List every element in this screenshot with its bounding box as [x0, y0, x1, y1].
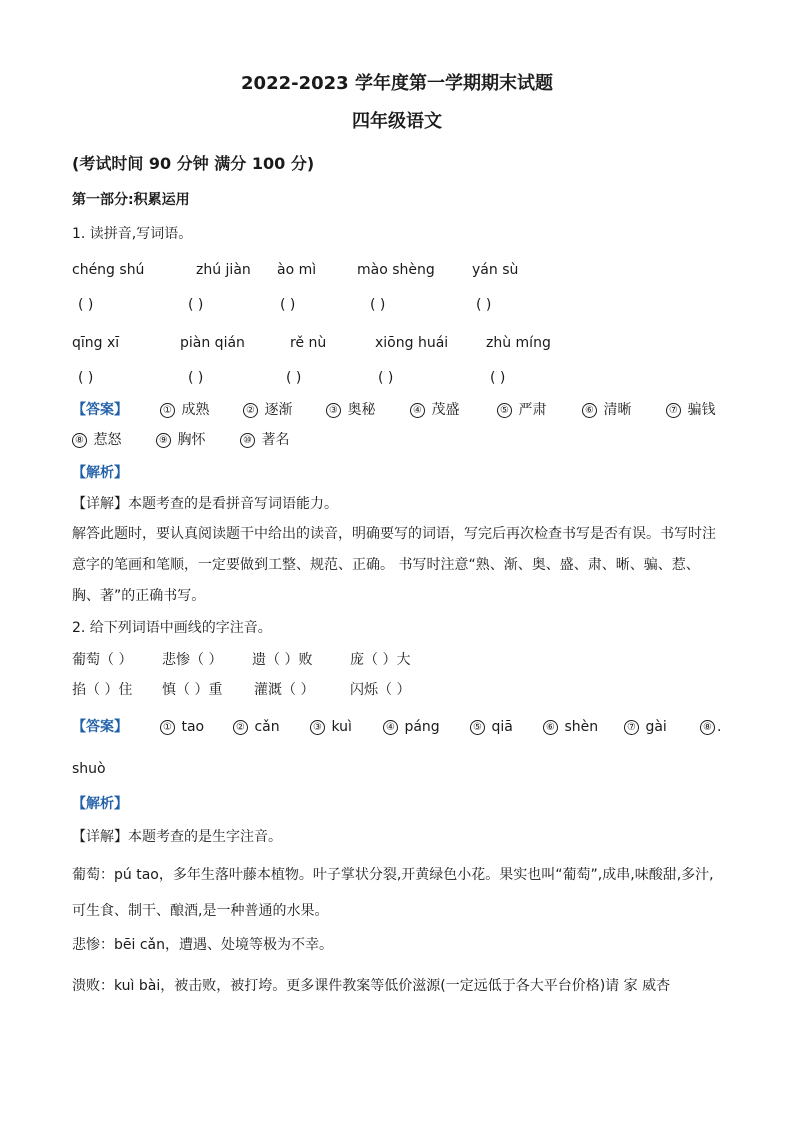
answer-item: ① 成熟	[160, 400, 209, 420]
word-item: 慎（ ）重	[162, 682, 223, 698]
explanation-paragraph: 悲惨：bēi cǎn，遭遇、处境等极为不幸。	[72, 937, 333, 953]
answer-blank: ( )	[490, 370, 506, 386]
part-title: 第一部分:积累运用	[72, 192, 190, 208]
answer-item: ⑩ 著名	[240, 430, 289, 450]
pinyin-item: qīng xī	[72, 335, 120, 351]
answer-blank: ( )	[78, 297, 94, 313]
answer-blank: ( )	[188, 370, 204, 386]
document-title: 2022-2023 学年度第一学期期末试题	[241, 73, 553, 94]
answer-item: ⑤ qiā	[470, 717, 513, 737]
word-item: 闪烁（ ）	[350, 682, 411, 698]
answer-item: ⑨ 胸怀	[156, 430, 205, 450]
answer-item: ⑦ gài	[624, 717, 667, 737]
analysis-label: 【解析】	[72, 465, 128, 481]
word-item: 悲惨（ ）	[162, 652, 223, 668]
pinyin-item: piàn qián	[180, 335, 245, 351]
answer-item: ⑧ .	[700, 717, 721, 737]
answer-blank: ( )	[378, 370, 394, 386]
answer-item: ④ páng	[383, 717, 440, 737]
word-item: 掐（ ）住	[72, 682, 133, 698]
answer-item: ⑥ shèn	[543, 717, 598, 737]
pinyin-item: xiōng huái	[375, 335, 449, 351]
answer-item: ③ 奥秘	[326, 400, 375, 420]
answer-blank: ( )	[286, 370, 302, 386]
exam-info: (考试时间 90 分钟 满分 100 分)	[72, 154, 315, 173]
answer-item: ⑤ 严肃	[497, 400, 546, 420]
pinyin-item: mào shèng	[357, 262, 435, 278]
pinyin-item: ào mì	[277, 262, 317, 278]
pinyin-item: zhú jiàn	[196, 262, 251, 278]
answer-item: ④ 茂盛	[410, 400, 459, 420]
answer-blank: ( )	[188, 297, 204, 313]
answer-label: 【答案】	[72, 719, 128, 735]
word-item: 灌溉（ ）	[254, 682, 315, 698]
answer-item: ③ kuì	[310, 717, 352, 737]
detail-text: 【详解】本题考查的是生字注音。	[72, 829, 282, 845]
answer-blank: ( )	[280, 297, 296, 313]
answer-blank: ( )	[476, 297, 492, 313]
answer-item: ⑦ 骗钱	[666, 400, 715, 420]
word-item: 庞（ ）大	[350, 652, 411, 668]
answer-label: 【答案】	[72, 402, 128, 418]
answer-item: ② 逐渐	[243, 400, 292, 420]
document-subtitle: 四年级语文	[352, 111, 442, 132]
answer-blank: ( )	[78, 370, 94, 386]
answer-blank: ( )	[370, 297, 386, 313]
detail-text: 【详解】本题考查的是看拼音写词语能力。	[72, 496, 338, 512]
answer-item-continued: shuò	[72, 761, 106, 777]
word-item: 葡萄（ ）	[72, 652, 133, 668]
pinyin-item: zhù míng	[486, 335, 551, 351]
answer-item: ② cǎn	[233, 717, 280, 737]
analysis-label: 【解析】	[72, 796, 128, 812]
explanation-paragraph: 溃败：kuì bài，被击败，被打垮。更多课件教案等低价滋源(一定远低于各大平台价格)请 家 威杏	[72, 978, 671, 994]
explanation-text: 解答此题时，要认真阅读题干中给出的读音，明确要写的词语，写完后再次检查书写是否有误。书写时注意字的笔画和笔顺，一定要做到工整、规范、正确。 书写时注意“熟、渐、奥、盛、肃、晰、骗、惹、胸、著”的正确书写。	[72, 526, 716, 604]
answer-item: ⑧ 惹怒	[72, 430, 121, 450]
explanation-paragraph: 葡萄：pú tao，多年生落叶藤本植物。叶子掌状分裂,开黄绿色小花。果实也叫“葡萄”,成串,味酸甜,多汁,可生食、制干、酿酒,是一种普通的水果。	[72, 867, 714, 919]
answer-item: ⑥ 清晰	[582, 400, 631, 420]
word-item: 遗（ ）败	[252, 652, 313, 668]
question-2-prompt: 2. 给下列词语中画线的字注音。	[72, 620, 272, 636]
answer-item: ① tao	[160, 717, 204, 737]
question-1-prompt: 1. 读拼音,写词语。	[72, 226, 193, 242]
pinyin-item: yán sù	[472, 262, 519, 278]
pinyin-item: rě nù	[290, 335, 327, 351]
pinyin-item: chéng shú	[72, 262, 145, 278]
